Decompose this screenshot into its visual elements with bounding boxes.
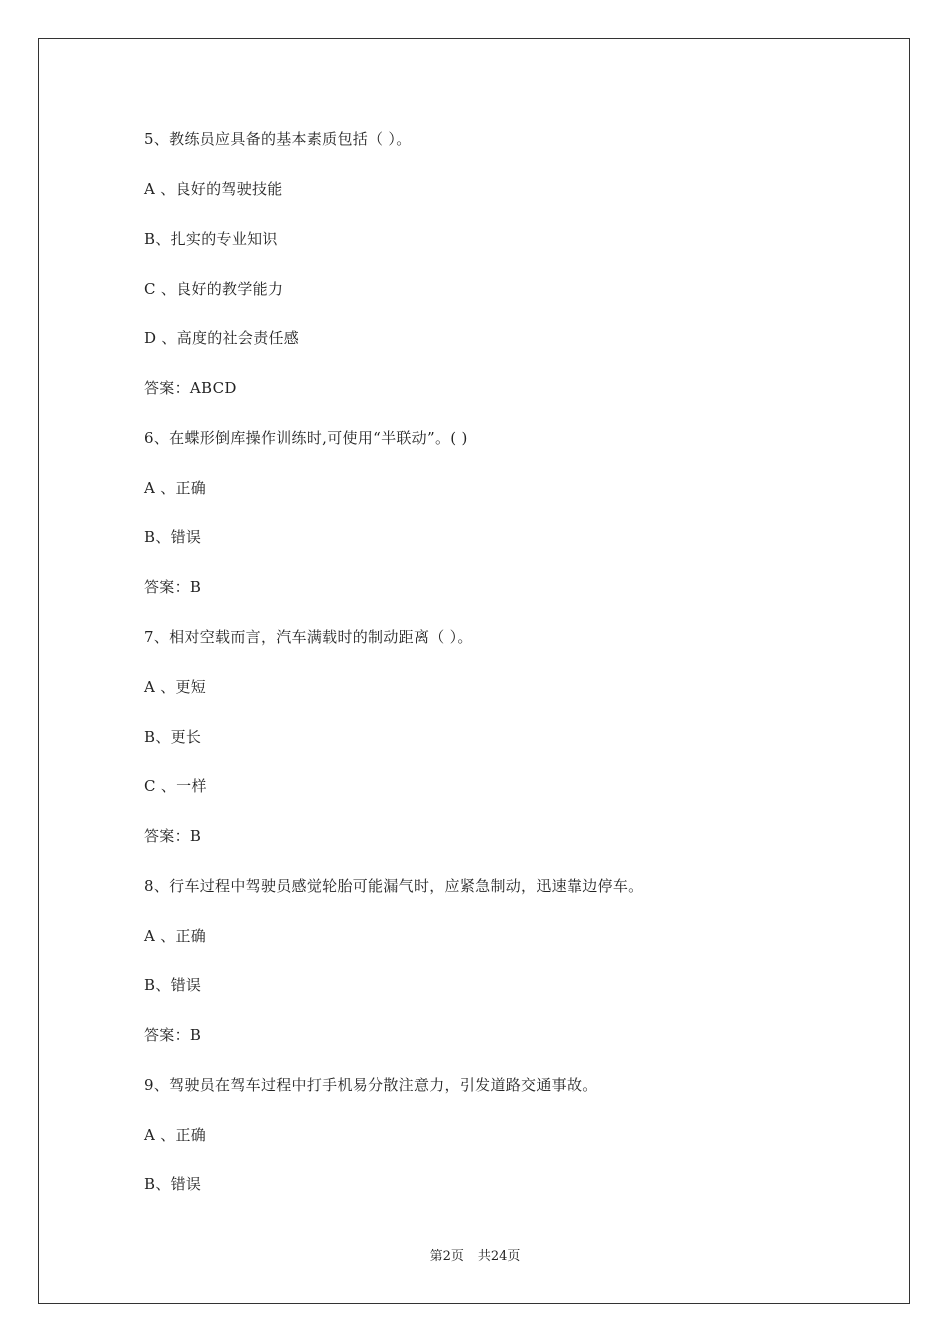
page-number: 第2页 [429, 1249, 464, 1264]
question-8-answer: 答案：B [144, 1026, 202, 1044]
question-9-text: 9、驾驶员在驾车过程中打手机易分散注意力，引发道路交通事故。 [144, 1076, 598, 1094]
question-5-text: 5、教练员应具备的基本素质包括（ ）。 [144, 130, 412, 148]
question-7-text: 7、相对空载而言，汽车满载时的制动距离（ ）。 [144, 628, 473, 646]
question-6-option-a: A 、正确 [144, 479, 207, 497]
question-7-option-b: B、更长 [144, 728, 202, 746]
question-7-answer: 答案：B [144, 827, 202, 845]
question-5-option-c: C 、良好的教学能力 [144, 280, 284, 298]
question-6-text: 6、在蝶形倒库操作训练时,可使用“半联动”。( ) [144, 429, 468, 447]
question-8-text: 8、行车过程中驾驶员感觉轮胎可能漏气时，应紧急制动，迅速靠边停车。 [144, 877, 644, 895]
question-8-option-b: B、错误 [144, 976, 202, 994]
question-8-option-a: A 、正确 [144, 927, 207, 945]
question-9-option-a: A 、正确 [144, 1126, 207, 1144]
question-9-option-b: B、错误 [144, 1175, 202, 1193]
question-5-option-a: A 、良好的驾驶技能 [144, 180, 283, 198]
question-7-option-a: A 、更短 [144, 678, 207, 696]
question-7-option-c: C 、一样 [144, 777, 207, 795]
question-6-answer: 答案：B [144, 578, 202, 596]
page-footer [0, 1248, 950, 1266]
question-5-answer: 答案：ABCD [144, 379, 237, 397]
question-6-option-b: B、错误 [144, 528, 202, 546]
question-5-option-b: B、扎实的专业知识 [144, 230, 278, 248]
question-5-option-d: D 、高度的社会责任感 [144, 329, 300, 347]
page-border [38, 38, 910, 1304]
page-total: 共24页 [477, 1249, 521, 1264]
